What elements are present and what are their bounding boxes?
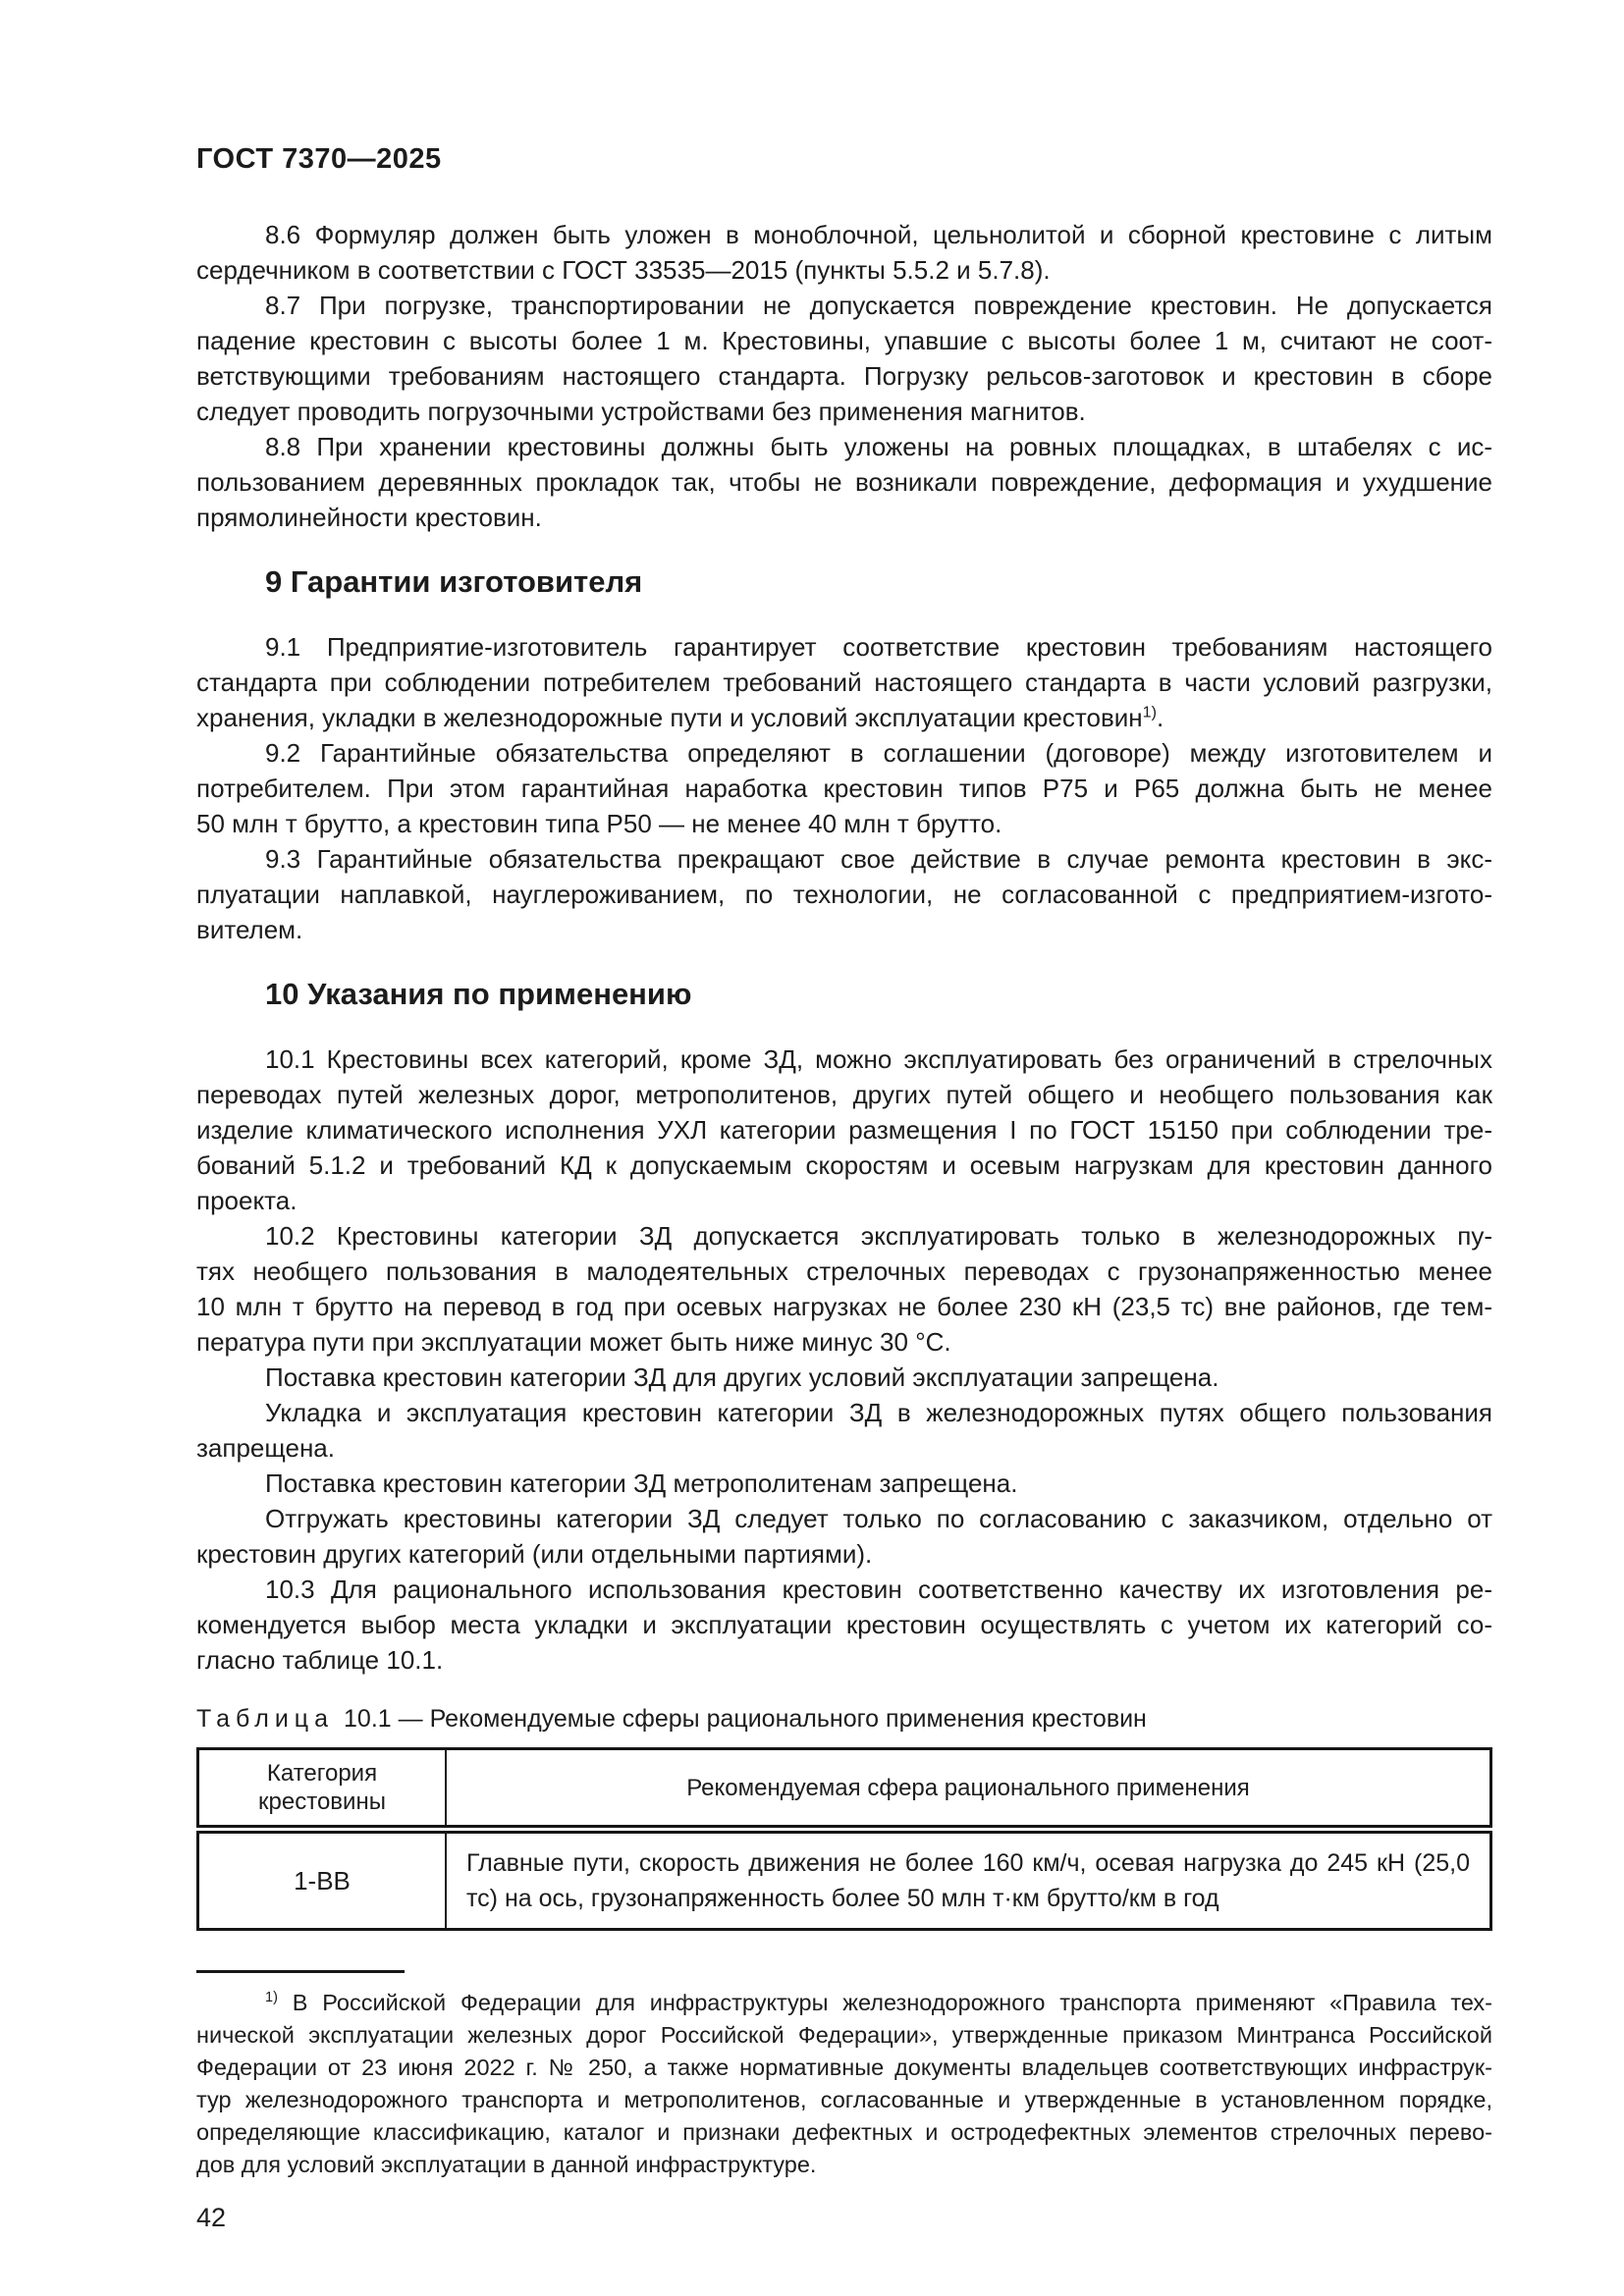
section-9-heading: 9 Гарантии изготовителя xyxy=(265,564,643,599)
section-10-heading: 10 Указания по применению xyxy=(265,977,692,1011)
paragraph-10-2-supply-ban: Поставка крестовин категории ЗД для других условий эксплуатации запрещена. xyxy=(265,1362,1219,1392)
table-header-category: Категория крестовины xyxy=(198,1749,447,1830)
paragraph-9-1: 9.1 Предприятие-изготовитель гарантирует соответствие крестовин требованиям настоящего стандарта при соблюдении потребителем требований настоящего стандарта в части условий разгрузки, хранения, укладки в железнодорожные пути и условий эксплуатации крестовин$^{1)}$. xyxy=(196,632,1492,732)
table-header-row xyxy=(198,1749,1491,1830)
paragraph-10-2: 10.2 Крестовины категории ЗД допускается эксплуатировать только в железнодорожных пу- тях необщего пользования в малодеятельных стрелочных переводах с грузонапряженностью менее 10 млн т брутто на перевод в год при осевых нагрузках не более 230 кН (23,5 тс) вне районов, где тем- пература пути при эксплуатации может быть ниже минус 30 °С. xyxy=(196,1221,1492,1357)
paragraph-8-8: 8.8 При хранении крестовины должны быть уложены на ровных площадках, в штабелях с ис- пользованием деревянных прокладок так, чтобы не возникали повреждение, деформация и ухудшение прямолинейности крестовин. xyxy=(196,432,1492,532)
table-caption-label: Таблица xyxy=(196,1705,335,1733)
table-header-application: Рекомендуемая сфера рационального применения xyxy=(446,1749,1491,1830)
page-number: 42 xyxy=(196,2203,227,2232)
paragraph-9-2: 9.2 Гарантийные обязательства определяют в соглашении (договоре) между изготовителем и потребителем. При этом гарантийная наработка крестовин типов Р75 и Р65 должна быть не менее 50 млн т брутто, а крестовин типа Р50 — не менее 40 млн т брутто. xyxy=(196,738,1492,838)
paragraph-10-2-metro-ban: Поставка крестовин категории ЗД метрополитенам запрещена. xyxy=(265,1468,1018,1498)
paragraph-8-6: 8.6 Формуляр должен быть уложен в моноблочной, цельнолитой и сборной крестовине с литым сердечником в соответствии с ГОСТ 33535—2015 (пункты 5.5.2 и 5.7.8). xyxy=(196,220,1492,285)
footnote-1: $^{1)}$ В Российской Федерации для инфраструктуры железнодорожного транспорта применяют «Правила тех- нической эксплуатации железных дорог Российской Федерации», утвержденные приказом Минтранса Российской Федерации от 23 июня 2022 г. № 250, а также нормативные документы владельцев соответствующих инфраструк- тур железнодорожного транспорта и метрополитенов, согласованные и утвержденные в установленном порядке, определяющие классификацию, каталог и признаки дефектных и остродефектных элементов стрелочных перево- дов для условий эксплуатации в данной инфраструктуре. xyxy=(196,1990,1492,2177)
table-caption xyxy=(196,1705,1492,1734)
table-row xyxy=(198,1830,1491,1930)
category-cell: 1-ВВ xyxy=(198,1830,447,1930)
recommended-application-table xyxy=(196,1747,1492,1931)
paragraph-10-2-shipping: Отгружать крестовины категории ЗД следует только по согласованию с заказчиком, отдельно от крестовин других категорий (или отдельными партиями). xyxy=(196,1504,1492,1569)
paragraph-8-7: 8.7 При погрузке, транспортировании не допускается повреждение крестовин. Не допускается падение крестовин с высоты более 1 м. Крестовины, упавшие с высоты более 1 м, считают не соот- ветствующими требованиям настоящего стандарта. Погрузку рельсов-заготовок и крестовин в сборе следует проводить погрузочными устройствами без применения магнитов. xyxy=(196,291,1492,426)
document-code-header: ГОСТ 7370—2025 xyxy=(196,143,442,175)
paragraph-10-1: 10.1 Крестовины всех категорий, кроме ЗД, можно эксплуатировать без ограничений в стрелочных переводах путей железных дорог, метрополитенов, других путей общего и необщего пользования как изделие климатического исполнения УХЛ категории размещения I по ГОСТ 15150 при соблюдении тре- бований 5.1.2 и требований КД к допускаемым скоростям и осевым нагрузкам для крестовин данного проекта. xyxy=(196,1044,1492,1215)
paragraph-9-3: 9.3 Гарантийные обязательства прекращают свое действие в случае ремонта крестовин в экс- плуатации наплавкой, науглероживанием, по технологии, не согласованной с предприятием-изгото- вителем. xyxy=(196,844,1492,944)
paragraph-10-3: 10.3 Для рационального использования крестовин соответственно качеству их изготовления ре- комендуется выбор места укладки и эксплуатации крестовин осуществлять с учетом их категорий со- гласно таблице 10.1. xyxy=(196,1575,1492,1675)
footnote-separator-rule xyxy=(196,1970,405,1973)
flexible-gap xyxy=(196,1931,1492,1970)
application-cell: Главные пути, скорость движения не более 160 км/ч, осевая нагрузка до 245 кН (25,0 тс) на ось, грузонапряженность более 50 млн т·км брутто/км в год xyxy=(446,1830,1491,1930)
table-caption-text: 10.1 — Рекомендуемые сферы рационального применения крестовин xyxy=(344,1705,1147,1733)
paragraph-10-2-laying-ban: Укладка и эксплуатация крестовин категории ЗД в железнодорожных путях общего пользования запрещена. xyxy=(196,1398,1492,1463)
